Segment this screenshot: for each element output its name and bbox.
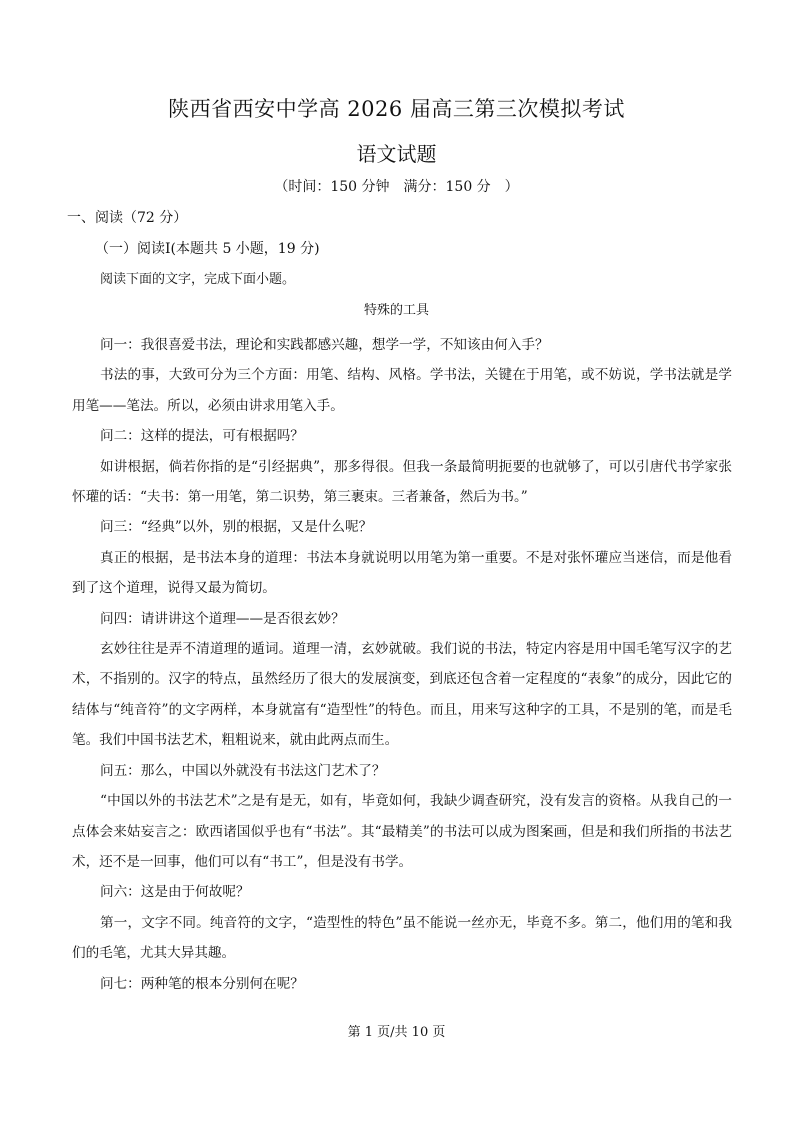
section-heading: 一、阅读（72 分） [67,210,188,226]
paragraph: 问七：两种笔的根本分别何在呢？ [100,975,304,992]
paragraph: 问一：我很喜爱书法，理论和实践都感兴趣，想学一学，不知该由何入手？ [100,337,549,353]
paragraph: 问六：这是由于何故呢？ [100,884,250,901]
subsection-heading: （一）阅读Ⅰ(本题共 5 小题，19 分) [95,241,320,257]
paragraph: 问五：那么，中国以外就没有书法这门艺术了？ [100,762,386,779]
paragraph: 问三：“经典”以外，别的根据，又是什么呢？ [100,519,373,536]
reading-instruction: 阅读下面的文字，完成下面小题。 [100,272,296,287]
paragraph: 问四：请讲讲这个道理——是否很玄妙？ [100,610,345,627]
paragraph: 问二：这样的提法，可有根据吗？ [100,428,304,445]
paragraph: 第一，文字不同。纯音符的文字，“造型性的特色”虽不能说一丝亦无，毕竟不多。第二，他们用的笔和我们的毛笔，尤其大异其趣。 [72,914,732,962]
paragraph: 真正的根据，是书法本身的道理：书法本身就说明以用笔为第一重要。不是对张怀瓘应当迷信，而是他看到了这个道理，说得又最为简切。 [72,549,732,597]
paragraph: “中国以外的书法艺术”之是有是无，如有，毕竟如何，我缺少调查研究，没有发言的资格。从我自己的一点体会来姑妄言之：欧西诸国似乎也有“书法”。其“最精美”的书法可以成为图案画，但是和我们所指的书法艺术，还不是一回事，他们可以有“书工”，但是没有书学。 [72,793,732,870]
paragraph: 书法的事，大致可分为三个方面：用笔、结构、风格。学书法，关键在于用笔，或不妨说，学书法就是学用笔——笔法。所以，必须由讲求用笔入手。 [72,367,732,414]
exam-time-score: （时间：150 分钟 满分：150 分 ） [274,179,519,195]
essay-body [72,330,732,999]
exam-subject: 语文试题 [356,142,437,166]
page-number: 第 1 页/共 10 页 [347,1025,446,1040]
exam-title: 陕西省西安中学高 2026 届高三第三次模拟考试 [168,97,625,121]
paragraph: 如讲根据，倘若你指的是“引经据典”，那多得很。但我一条最简明扼要的也就够了，可以引唐代书学家张怀瓘的话：“夫书：第一用笔，第二识势，第三裹束。三者兼备，然后为书。” [72,458,732,506]
paragraph: 玄妙往往是弄不清道理的遁词。道理一清，玄妙就破。我们说的书法，特定内容是用中国毛笔写汉字的艺术，不指别的。汉字的特点，虽然经历了很大的发展演变，到底还包含着一定程度的“表象”的成分，因此它的结体与“纯音符”的文字两样，本身就富有“造型性”的特色。而且，用来写这种字的工具，不是别的笔，而是毛笔。我们中国书法艺术，粗粗说来，就由此两点而生。 [72,641,732,749]
essay-title: 特殊的工具 [363,303,429,318]
